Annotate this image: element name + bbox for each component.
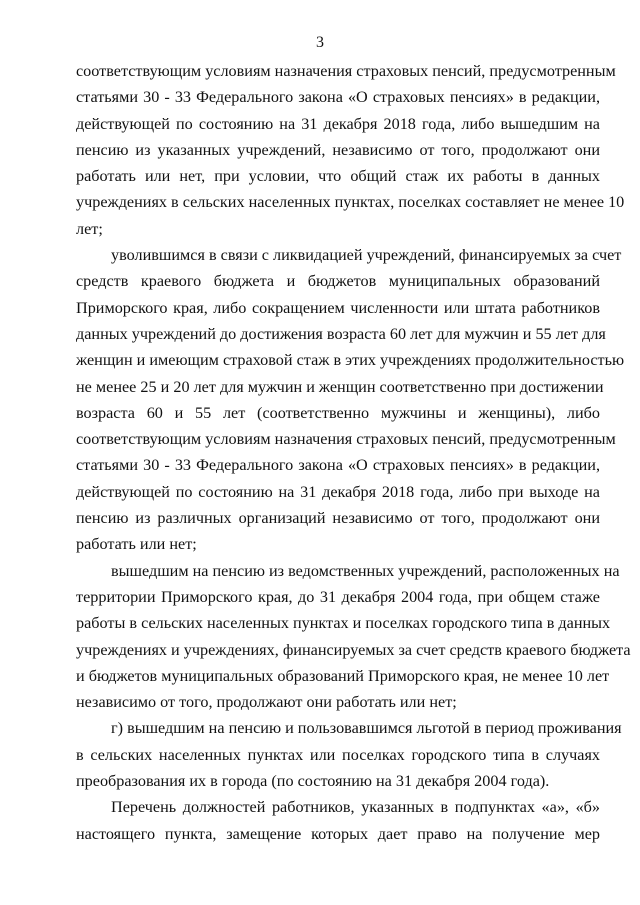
text-line: статьями 30 - 33 Федерального закона «О страховых пенсиях» в редакции, <box>76 456 600 475</box>
text-line: г) вышедшим на пенсию и пользовавшимся льготой в период проживания <box>111 719 622 738</box>
text-line: преобразования их в города (по состоянию на 31 декабря 2004 года). <box>76 772 550 791</box>
text-line: возраста 60 и 55 лет (соответственно мужчины и женщины), либо <box>76 403 600 422</box>
text-line: Перечень должностей работников, указанных в подпунктах «а», «б» <box>111 798 600 817</box>
text-line: статьями 30 - 33 Федерального закона «О страховых пенсиях» в редакции, <box>76 88 600 107</box>
page-number: 3 <box>316 34 324 51</box>
text-line: учреждениях в сельских населенных пунктах, поселках составляет не менее 10 <box>76 193 625 212</box>
paragraph-dismissed-liquidation <box>76 242 625 558</box>
document-body <box>76 58 631 847</box>
text-line: работать или нет, при условии, что общий стаж их работы в данных <box>76 167 600 186</box>
text-line: не менее 25 и 20 лет для мужчин и женщин соответственно при достижении <box>76 377 604 396</box>
text-line: настоящего пункта, замещение которых дает право на получение мер <box>76 824 600 843</box>
paragraph-retired-departmental <box>76 558 631 716</box>
text-line: в сельских населенных пунктах или поселках городского типа в случаях <box>76 745 600 764</box>
text-line: данных учреждений до достижения возраста 60 лет для мужчин и 55 лет для <box>76 324 606 343</box>
text-line: независимо от того, продолжают они работать или нет; <box>76 693 457 712</box>
text-line: действующей по состоянию на 31 декабря 2018 года, либо вышедшим на <box>76 114 600 133</box>
text-line: соответствующим условиям назначения страховых пенсий, предусмотренным <box>76 430 616 449</box>
paragraph-positions-list <box>76 794 600 847</box>
text-line: учреждениях и учреждениях, финансируемых за счет средств краевого бюджета <box>76 640 631 659</box>
text-line: Приморского края, либо сокращением численности или штата работников <box>76 298 600 317</box>
text-line: средств краевого бюджета и бюджетов муниципальных образований <box>76 272 600 291</box>
text-line: работы в сельских населенных пунктах и поселках городского типа в данных <box>76 614 611 633</box>
text-line: действующей по состоянию на 31 декабря 2018 года, либо при выходе на <box>76 482 600 501</box>
text-line: и бюджетов муниципальных образований Приморского края, не менее 10 лет <box>76 666 610 685</box>
text-line: соответствующим условиям назначения страховых пенсий, предусмотренным <box>76 62 616 80</box>
text-line: пенсию из различных организаций независимо от того, продолжают они <box>76 509 600 528</box>
paragraph-item-g <box>76 715 622 794</box>
text-line: женщин и имеющим страховой стаж в этих учреждениях продолжительностью <box>76 351 625 370</box>
paragraph-continuation <box>76 58 625 242</box>
text-line: территории Приморского края, до 31 декабря 2004 года, при общем стаже <box>76 587 600 606</box>
text-line: лет; <box>76 219 103 238</box>
text-line: уволившимся в связи с ликвидацией учреждений, финансируемых за счет <box>111 246 622 265</box>
text-line: работать или нет; <box>76 535 197 554</box>
text-line: пенсию из указанных учреждений, независимо от того, продолжают они <box>76 140 600 159</box>
text-line: вышедшим на пенсию из ведомственных учреждений, расположенных на <box>111 561 620 580</box>
